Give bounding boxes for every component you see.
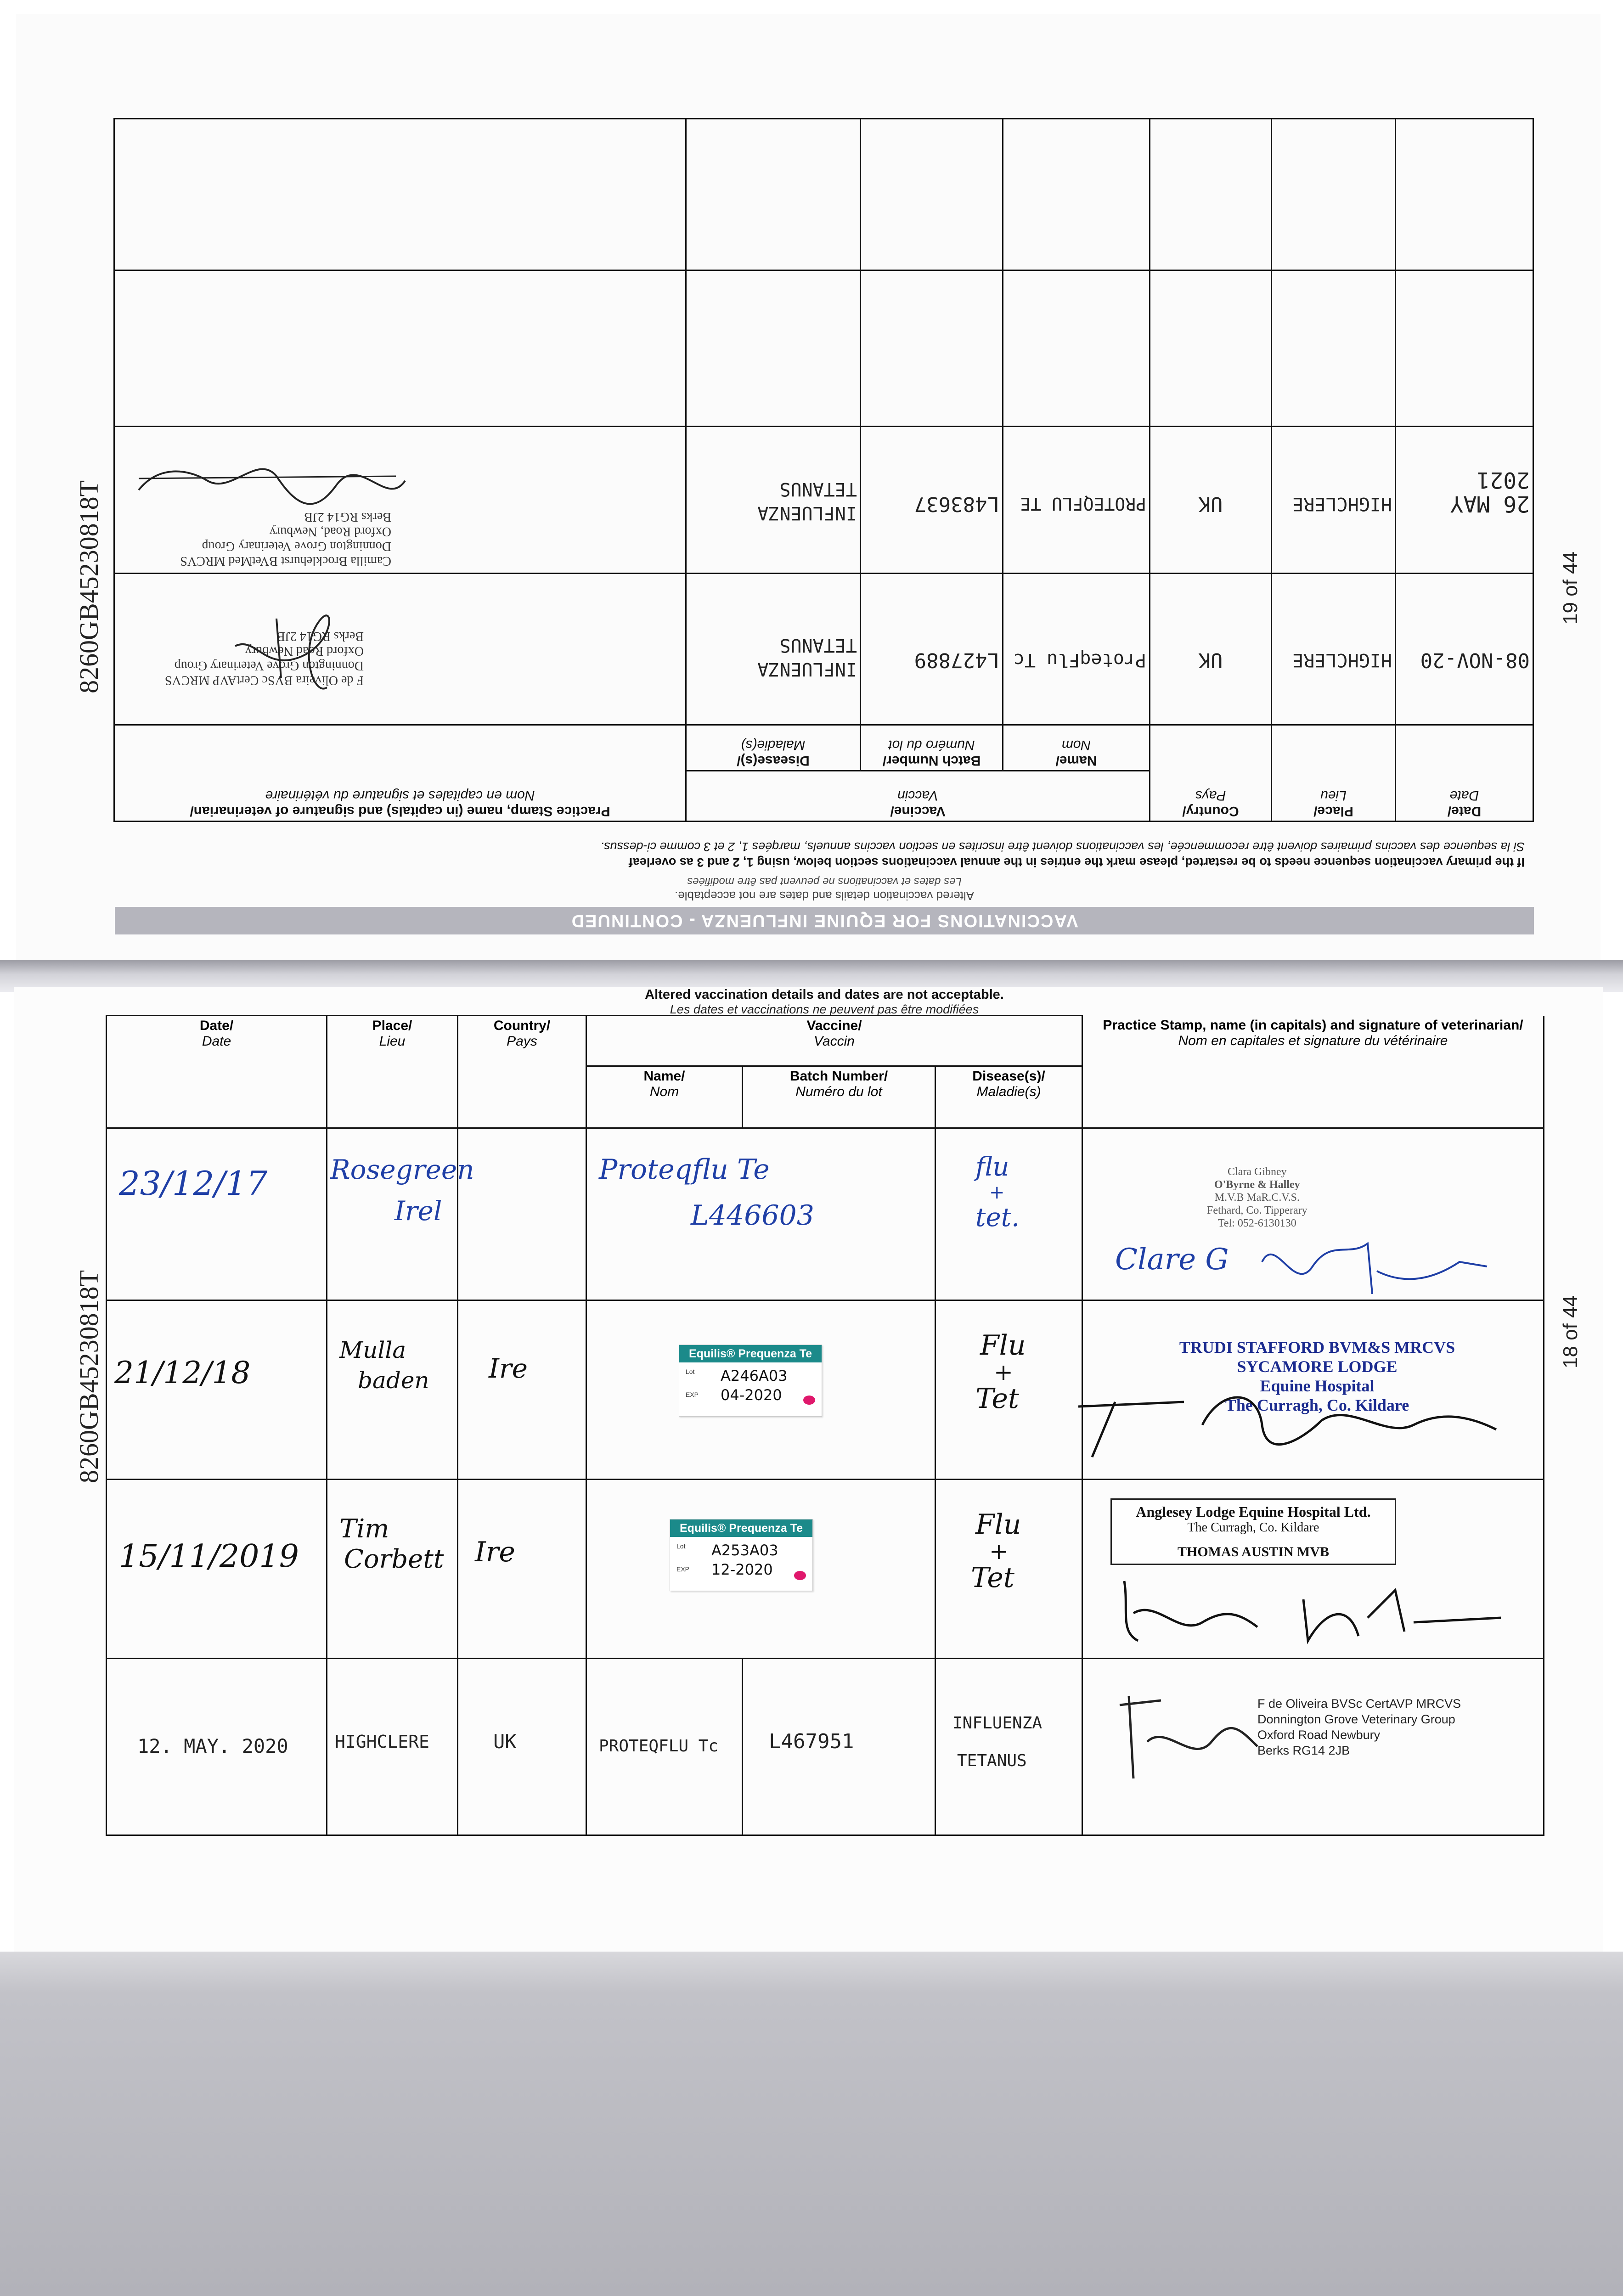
- restart-note-en: If the primary vaccination sequence needs to be restarted, please mark the entries in the annual vaccinations section below, using 1, 2 and 3 as overleaf: [628, 855, 1525, 869]
- batch-number: L446603: [691, 1199, 814, 1232]
- header-disease: Disease(s)/ Maladie(s): [686, 725, 861, 771]
- cell-practice: Clara Gibney O'Byrne & Halley M.V.B MaR.C.V.S. Fethard, Co. Tipperary Tel: 052-6130130 Clare G: [1082, 1128, 1544, 1300]
- vaccination-table-top: [113, 118, 1534, 822]
- page-number-bottom: 18 of 44: [1559, 1295, 1582, 1368]
- cell-name: PROTEQFLU TE: [1003, 427, 1150, 574]
- signature: [130, 444, 414, 522]
- serial-number-bottom: 8260GB45230818T: [74, 1270, 104, 1483]
- signature: [1065, 1370, 1524, 1462]
- scanner-bed: [0, 1952, 1623, 2296]
- table-row: [107, 1128, 1544, 1300]
- section-banner: VACCINATIONS FOR EQUINE INFLUENZA - CONTINUED: [115, 907, 1534, 934]
- cell-date: 08-NOV-20: [1396, 574, 1533, 725]
- sticker-exp: 04-2020: [721, 1386, 782, 1404]
- cell-place: HIGHCLERE: [1272, 574, 1396, 725]
- vaccination-table-bottom: [106, 1015, 1544, 1836]
- cell-name-batch: [586, 1480, 935, 1659]
- cell-batch: L483637: [861, 427, 1003, 574]
- cell-name-batch: [586, 1128, 935, 1300]
- cell-place: Mulla baden: [327, 1300, 458, 1480]
- restart-note: [124, 839, 1525, 870]
- cell-practice: F de Oliveira BVSc CertAVP MRCVS Donnington Grove Veterinary Group Oxford Road Newbury Berks RG14 2JB: [1082, 1659, 1544, 1835]
- sticker-brand: Equilis® Prequenza Te: [679, 1345, 822, 1362]
- cell-place: HIGHCLERE: [1272, 427, 1396, 574]
- cell-batch: L467951: [743, 1659, 935, 1835]
- header-country: Country/ Pays: [1150, 725, 1272, 822]
- sticker-lot: A253A03: [711, 1542, 778, 1559]
- cell-country: UK: [458, 1659, 586, 1835]
- sticker-brand: Equilis® Prequenza Te: [670, 1519, 812, 1537]
- table-row-empty: [114, 119, 1533, 270]
- sticker-exp: 12-2020: [711, 1561, 773, 1578]
- cell-disease: INFLUENZA TETANUS: [686, 427, 861, 574]
- header-batch: Batch Number/ Numéro du lot: [743, 1066, 935, 1128]
- cell-country: UK: [1150, 427, 1272, 574]
- header-practice: Practice Stamp, name (in capitals) and signature of veterinarian/ Nom en capitales et signature du vétérinaire: [1082, 1016, 1544, 1128]
- cell-date: 21/12/18: [107, 1300, 327, 1480]
- cell-name: PROTEQFLU Tc: [586, 1659, 743, 1835]
- cell-disease: INFLUENZA TETANUS: [935, 1659, 1082, 1835]
- header-name: Name/ Nom: [586, 1066, 743, 1128]
- table-row: [107, 1300, 1544, 1480]
- header-place: Place/ Lieu: [1272, 725, 1396, 822]
- table-row: [107, 1659, 1544, 1835]
- altered-warning-fr: Les dates et vaccinations ne peuvent pas être modifiées: [670, 1002, 979, 1016]
- practice-stamp: Anglesey Lodge Equine Hospital Ltd. The Curragh, Co. Kildare THOMAS AUSTIN MVB: [1110, 1498, 1396, 1565]
- header-vaccine: Vaccine/ Vaccin: [586, 1016, 1082, 1066]
- signature: [1110, 1572, 1524, 1650]
- cell-name-batch: [586, 1300, 935, 1480]
- cell-practice: TRUDI STAFFORD BVM&S MRCVS SYCAMORE LODGE Equine Hospital The Curragh, Co. Kildare: [1082, 1300, 1544, 1480]
- cell-country: UK: [1150, 574, 1272, 725]
- restart-note-fr: Si la sequence des vaccins primaires doivent être recommencée, les vaccinations doivent être inscrites en section vaccins annuels, marqées 1, 2 et 3 comme ci-dessus.: [600, 840, 1525, 854]
- cell-practice: [1082, 1480, 1544, 1659]
- cell-practice: F de Oliveira BVSc CertAVP MRCVS Donnington Grove Veterinary Group Oxford Road Newbury Berks RG14 2JB: [114, 574, 686, 725]
- table-row: [107, 1480, 1544, 1659]
- signature: [1101, 1687, 1267, 1792]
- vaccine-sticker: Equilis® Prequenza Te Lot A246A03 EXP 04-2020: [679, 1345, 822, 1417]
- header-disease: Disease(s)/ Maladie(s): [935, 1066, 1082, 1128]
- altered-warning-en: Altered vaccination details and dates are not acceptable.: [645, 987, 1004, 1002]
- header-batch: Batch Number/ Numéro du lot: [861, 725, 1003, 771]
- header-name: Name/ Nom: [1003, 725, 1150, 771]
- header-country: Country/ Pays: [458, 1016, 586, 1128]
- page-number-top: 19 of 44: [1559, 551, 1582, 625]
- top-page-sheet: [115, 90, 1534, 934]
- serial-number-top: 8260GB45230818T: [74, 480, 104, 693]
- cell-batch: L427889: [861, 574, 1003, 725]
- vaccine-name: Proteqflu Te: [599, 1154, 770, 1186]
- cell-practice: Camilla Brocklehurst BVetMed MRCVS Donnington Grove Veterinary Group Oxford Road, Newbury Berks RG14 2JB: [114, 427, 686, 574]
- header-place: Place/ Lieu: [327, 1016, 458, 1128]
- sticker-lot: A246A03: [721, 1367, 788, 1384]
- cell-place: HIGHCLERE: [327, 1659, 458, 1835]
- vaccine-sticker: Equilis® Prequenza Te Lot A253A03 EXP 12-2020: [670, 1519, 813, 1591]
- header-date: Date/ Date: [107, 1016, 327, 1128]
- table-row: [114, 427, 1533, 574]
- signature: Clare G: [1115, 1243, 1229, 1277]
- cell-place: Tim Corbett: [327, 1480, 458, 1659]
- header-date: Date/ Date: [1396, 725, 1533, 822]
- cell-country: Ire: [458, 1480, 586, 1659]
- cell-place: Rosegreen Irel: [327, 1128, 458, 1300]
- cell-disease: flu + tet.: [935, 1128, 1082, 1300]
- cell-date: 15/11/2019: [107, 1480, 327, 1659]
- altered-warning: [106, 987, 1543, 1017]
- cell-disease: Flu + Tet: [935, 1480, 1082, 1659]
- table-row-empty: [114, 270, 1533, 427]
- altered-warning-fr: Les dates et vaccinations ne peuvent pas être modifiées: [687, 875, 962, 888]
- cell-country: [458, 1128, 586, 1300]
- signature-flourish: [1257, 1216, 1496, 1299]
- cell-country: Ire: [458, 1300, 586, 1480]
- cell-date: 26 MAY 2021: [1396, 427, 1533, 574]
- header-vaccine: Vaccine/ Vaccin: [686, 771, 1150, 822]
- cell-disease: Flu + Tet: [935, 1300, 1082, 1480]
- table-row: [114, 574, 1533, 725]
- altered-warning-en: Altered vaccination details and dates are not acceptable.: [675, 889, 974, 903]
- signature: [217, 605, 355, 706]
- cell-date: 12. MAY. 2020: [107, 1659, 327, 1835]
- altered-warning: [115, 874, 1534, 903]
- cell-date: 23/12/17: [107, 1128, 327, 1300]
- cell-disease: INFLUENZA TETANUS: [686, 574, 861, 725]
- cell-name: ProteqFlu Tc: [1003, 574, 1150, 725]
- header-practice: Practice Stamp, name (in capitals) and signature of veterinarian/ Nom en capitales et signature du vétérinaire: [114, 725, 686, 822]
